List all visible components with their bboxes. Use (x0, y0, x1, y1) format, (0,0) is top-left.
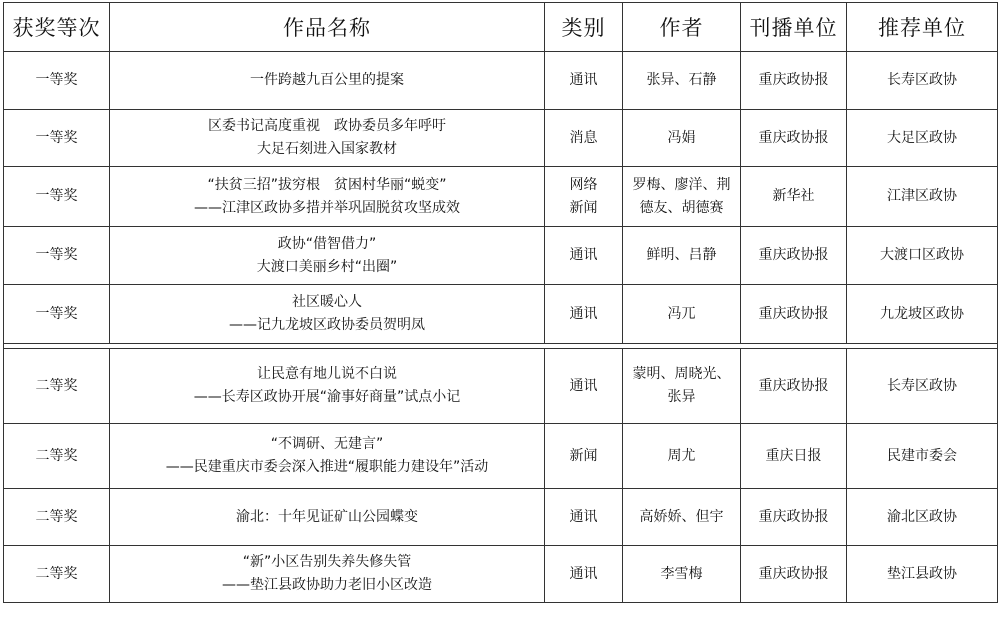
publisher-cell: 重庆政协报 (741, 349, 847, 424)
title-line: “扶贫三招”拔穷根 贫困村华丽“蜕变” (207, 176, 447, 193)
author-cell (623, 110, 741, 167)
publisher-cell: 重庆政协报 (741, 110, 847, 167)
title-line: 让民意有地儿说不白说 (257, 366, 397, 382)
author-line: 冯兀 (667, 305, 696, 322)
title-line: ——民建重庆市委会深入推进“履职能力建设年”活动 (165, 459, 489, 475)
author-cell (623, 285, 741, 344)
publisher-cell: 重庆政协报 (741, 546, 847, 603)
table-row (4, 110, 998, 167)
table-row (4, 489, 998, 546)
recommender-cell: 民建市委会 (847, 424, 998, 489)
author-cell (623, 52, 741, 110)
category-cell (545, 227, 623, 285)
table-row (4, 285, 998, 344)
title-line: 大足石刻进入国家教材 (257, 141, 397, 157)
table-row (4, 546, 998, 603)
award-cell: 二等奖 (4, 489, 110, 546)
category-cell (545, 349, 623, 424)
recommender-cell: 九龙坡区政协 (847, 285, 998, 344)
header-row (4, 3, 998, 52)
author-line: 德友、胡德赛 (639, 199, 724, 216)
recommender-cell: 垫江县政协 (847, 546, 998, 603)
category-line: 通讯 (569, 247, 598, 263)
category-line: 通讯 (569, 72, 598, 88)
category-line: 新闻 (569, 447, 598, 464)
header-recommender: 推荐单位 (847, 3, 998, 52)
category-cell (545, 52, 623, 110)
award-cell: 二等奖 (4, 349, 110, 424)
title-line: 大渡口美丽乡村“出圈” (256, 258, 398, 275)
title-cell (110, 285, 545, 344)
category-line: 消息 (569, 129, 598, 146)
title-cell (110, 227, 545, 285)
author-cell (623, 546, 741, 603)
title-cell (110, 52, 545, 110)
author-line: 罗梅、廖洋、荆 (632, 176, 731, 193)
author-line: 周尤 (667, 447, 696, 464)
recommender-cell: 渝北区政协 (847, 489, 998, 546)
category-cell (545, 167, 623, 227)
header-publisher: 刊播单位 (741, 3, 847, 52)
header-award: 获奖等次 (4, 3, 110, 52)
title-line: 一件跨越九百公里的提案 (250, 72, 404, 88)
title-line: “新”小区告别失养失修失管 (242, 554, 412, 570)
publisher-cell: 重庆政协报 (741, 52, 847, 110)
award-cell: 一等奖 (4, 110, 110, 167)
author-line: 冯娟 (667, 129, 696, 146)
table-row (4, 424, 998, 489)
author-cell (623, 167, 741, 227)
title-cell (110, 167, 545, 227)
category-line: 通讯 (569, 565, 598, 582)
award-cell: 二等奖 (4, 546, 110, 603)
category-cell (545, 285, 623, 344)
author-cell (623, 424, 741, 489)
publisher-cell: 新华社 (741, 167, 847, 227)
author-cell (623, 227, 741, 285)
author-line: 张异 (667, 389, 696, 405)
title-line: ——长寿区政协开展“渝事好商量”试点小记 (193, 389, 461, 405)
title-line: ——垫江县政协助力老旧小区改造 (222, 577, 432, 593)
recommender-cell: 长寿区政协 (847, 349, 998, 424)
table-row (4, 227, 998, 285)
award-cell: 一等奖 (4, 285, 110, 344)
category-line: 通讯 (569, 305, 598, 322)
title-line: ——记九龙坡区政协委员贺明凤 (229, 317, 425, 333)
author-line: 蒙明、周晓光、 (632, 366, 731, 382)
category-line: 通讯 (569, 508, 598, 525)
recommender-cell: 大足区政协 (847, 110, 998, 167)
table-row (4, 52, 998, 110)
title-line: “不调研、无建言” (270, 436, 384, 452)
recommender-cell: 长寿区政协 (847, 52, 998, 110)
author-cell (623, 489, 741, 546)
table-row (4, 349, 998, 424)
title-cell (110, 349, 545, 424)
header-title: 作品名称 (110, 3, 545, 52)
table-row (4, 167, 998, 227)
author-line: 李雪梅 (660, 565, 703, 582)
category-line: 新闻 (569, 199, 598, 216)
author-line: 高娇娇、但宇 (639, 508, 724, 525)
author-line: 张异、石静 (646, 72, 717, 88)
title-line: 渝北：十年见证矿山公园蝶变 (236, 508, 418, 525)
title-line: 社区暖心人 (292, 294, 362, 310)
award-cell: 一等奖 (4, 227, 110, 285)
award-cell: 一等奖 (4, 167, 110, 227)
recommender-cell: 大渡口区政协 (847, 227, 998, 285)
publisher-cell: 重庆政协报 (741, 227, 847, 285)
title-line: 区委书记高度重视 政协委员多年呼吁 (208, 118, 446, 134)
author-cell (623, 349, 741, 424)
publisher-cell: 重庆政协报 (741, 285, 847, 344)
title-cell (110, 546, 545, 603)
category-cell (545, 110, 623, 167)
title-cell (110, 489, 545, 546)
title-cell (110, 424, 545, 489)
title-line: ——江津区政协多措并举巩固脱贫攻坚成效 (194, 199, 460, 216)
publisher-cell: 重庆政协报 (741, 489, 847, 546)
category-line: 网络 (569, 176, 598, 193)
award-cell: 二等奖 (4, 424, 110, 489)
header-category: 类别 (545, 3, 623, 52)
category-cell (545, 546, 623, 603)
publisher-cell: 重庆日报 (741, 424, 847, 489)
award-cell: 一等奖 (4, 52, 110, 110)
category-cell (545, 424, 623, 489)
author-line: 鲜明、吕静 (646, 247, 717, 263)
header-author: 作者 (623, 3, 741, 52)
title-line: 政协“借智借力” (277, 235, 377, 252)
category-line: 通讯 (569, 377, 598, 394)
recommender-cell: 江津区政协 (847, 167, 998, 227)
title-cell (110, 110, 545, 167)
category-cell (545, 489, 623, 546)
awards-table (3, 2, 998, 603)
